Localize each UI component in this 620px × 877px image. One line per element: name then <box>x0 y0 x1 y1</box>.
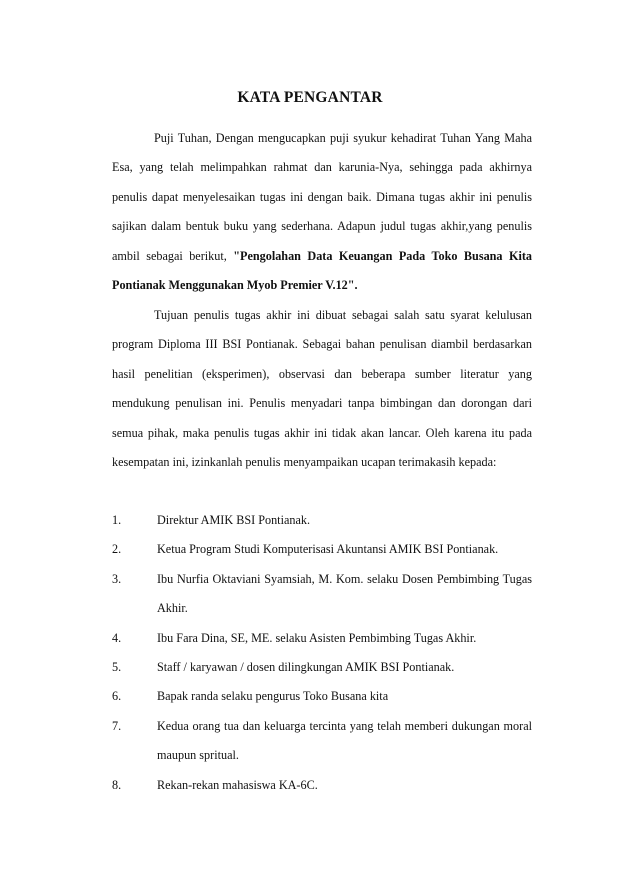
list-number: 1. <box>112 513 122 527</box>
list-text: Bapak randa selaku pengurus Toko Busana kita <box>157 689 389 704</box>
page-title: KATA PENGANTAR <box>237 89 383 106</box>
list-number: 6. <box>112 689 122 704</box>
list-text: Kedua orang tua dan keluarga tercinta yang telah memberi dukungan moral maupun spritual. <box>157 718 532 763</box>
list-number: 8. <box>112 777 122 792</box>
list-text: Rekan-rekan mahasiswa KA-6C. <box>157 777 318 792</box>
intro-text: Puji Tuhan, Dengan mengucapkan puji syukur kehadirat Tuhan Yang Maha Esa, yang telah melimpahkan rahmat dan karunia-Nya, sehingga pada akhirnya penulis dapat menyelesaikan tugas ini dengan baik. Dimana tugas akhir ini penulis sajikan dalam bentuk buku yang sederhana. Adapun judul tugas akhir,yang penulis ambil sebagai berikut, <box>112 131 532 263</box>
list-text: Staff / karyawan / dosen dilingkungan AMIK BSI Pontianak. <box>157 660 455 675</box>
list-number: 4. <box>112 630 122 645</box>
thesis-title: "Pengolahan Data Keuangan Pada Toko Busana Kita Pontianak Menggunakan Myob Premier V.12". <box>112 248 532 293</box>
list-item <box>112 682 532 711</box>
list-number: 7. <box>112 718 122 733</box>
list-text: Ketua Program Studi Komputerisasi Akuntansi AMIK BSI Pontianak. <box>157 542 499 557</box>
list-item <box>112 653 532 682</box>
list-number: 3. <box>112 571 122 586</box>
intro-paragraph <box>112 124 532 300</box>
list-text: Ibu Fara Dina, SE, ME. selaku Asisten Pembimbing Tugas Akhir. <box>157 630 477 645</box>
list-item <box>112 712 532 771</box>
list-number: 2. <box>112 542 122 557</box>
acknowledgement-list <box>112 506 532 800</box>
purpose-paragraph: Tujuan penulis tugas akhir ini dibuat sebagai salah satu syarat kelulusan program Diploma III BSI Pontianak. Sebagai bahan penulisan diambil berdasarkan hasil penelitian (eksperimen), observasi dan beberapa sumber literatur yang mendukung penulisan ini. Penulis menyadari tanpa bimbingan dan dorongan dari semua pihak, maka penulis tugas akhir ini tidak akan lancar. Oleh karena itu pada kesempatan ini, izinkanlah penulis menyampaikan ucapan terimakasih kepada: <box>112 308 532 470</box>
list-text: Ibu Nurfia Oktaviani Syamsiah, M. Kom. selaku Dosen Pembimbing Tugas Akhir. <box>157 571 532 616</box>
list-text: Direktur AMIK BSI Pontianak. <box>157 513 311 527</box>
list-item <box>112 565 532 624</box>
list-item <box>112 771 532 800</box>
list-number: 5. <box>112 660 122 675</box>
list-item <box>112 506 532 535</box>
list-item <box>112 624 532 653</box>
list-item <box>112 535 532 564</box>
